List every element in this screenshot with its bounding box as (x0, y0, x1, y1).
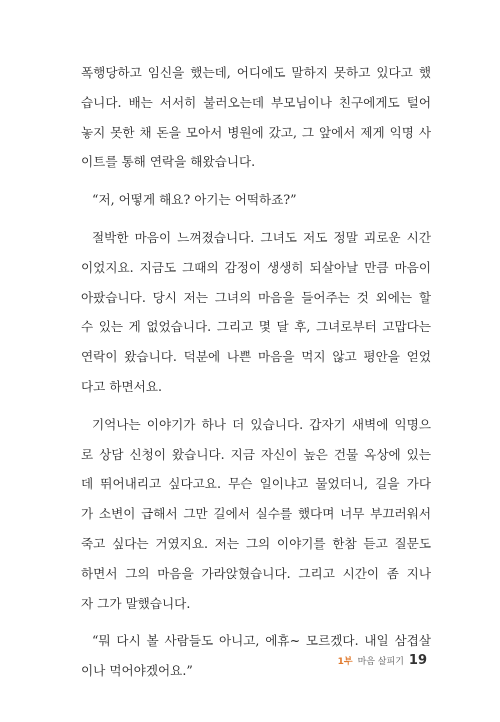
text-line: “뭐 다시 볼 사람들도 아니고, 에휴~ 모르겠다. 내일 삼겹살 (92, 633, 431, 649)
paragraph (81, 410, 431, 619)
text-line: 이었지요. 지금도 그때의 감정이 생생히 되살아날 만큼 마음이 (81, 259, 431, 275)
text-line: 이나 먹어야겠어요.” (81, 663, 193, 679)
paragraph-gap (81, 402, 431, 410)
text-line: 아팠습니다. 당시 저는 그녀의 마음을 들어주는 것 외에는 할 (81, 289, 431, 305)
text-line: 습니다. 배는 서서히 불러오는데 부모님이나 친구에게도 털어 (81, 94, 431, 110)
page-footer (338, 653, 427, 668)
paragraph-gap (81, 177, 431, 185)
text-line: 기억나는 이야기가 하나 더 있습니다. 갑자기 새벽에 익명으 (92, 416, 431, 432)
text-line: 다고 하면서요. (81, 378, 162, 394)
body-text (81, 58, 431, 686)
text-line: 자 그가 말했습니다. (81, 595, 191, 611)
text-line: 죽고 싶다는 거였지요. 저는 그의 이야기를 한참 듣고 질문도 (81, 535, 431, 551)
footer-chapter-title: 마음 살피기 (357, 657, 404, 667)
text-line: 로 상담 신청이 왔습니다. 지금 자신이 높은 건물 옥상에 있는 (81, 446, 431, 462)
text-line: 폭행당하고 임신을 했는데, 어디에도 말하지 못하고 있다고 했 (81, 65, 431, 80)
text-line: 가 소변이 급해서 그만 길에서 실수를 했다며 너무 부끄러워서 (81, 506, 431, 522)
footer-part-label: 1부 (337, 657, 353, 667)
text-line: 놓지 못한 채 돈을 모아서 병원에 갔고, 그 앞에서 제게 익명 사 (81, 124, 431, 140)
text-line: 절박한 마음이 느껴졌습니다. 그녀도 저도 정말 괴로운 시간 (92, 229, 431, 245)
text-line: 수 있는 게 없었습니다. 그리고 몇 달 후, 그녀로부터 고맙다는 (81, 319, 431, 335)
page-number: 19 (408, 653, 427, 668)
text-line: 하면서 그의 마음을 가라앉혔습니다. 그리고 시간이 좀 지나 (81, 565, 431, 581)
text-line: “저, 어떻게 해요? 아기는 어떡하죠?” (92, 192, 297, 208)
text-line: 연락이 왔습니다. 덕분에 나쁜 마음을 먹지 않고 평안을 얻었 (81, 349, 431, 365)
paragraph (81, 58, 431, 177)
paragraph-gap (81, 618, 431, 626)
text-line: 데 뛰어내리고 싶다고요. 무슨 일이냐고 물었더니, 길을 가다 (81, 476, 431, 492)
text-line: 이트를 통해 연락을 해왔습니다. (81, 154, 256, 170)
paragraph-gap (81, 215, 431, 223)
paragraph (81, 185, 431, 215)
paragraph (81, 223, 431, 402)
